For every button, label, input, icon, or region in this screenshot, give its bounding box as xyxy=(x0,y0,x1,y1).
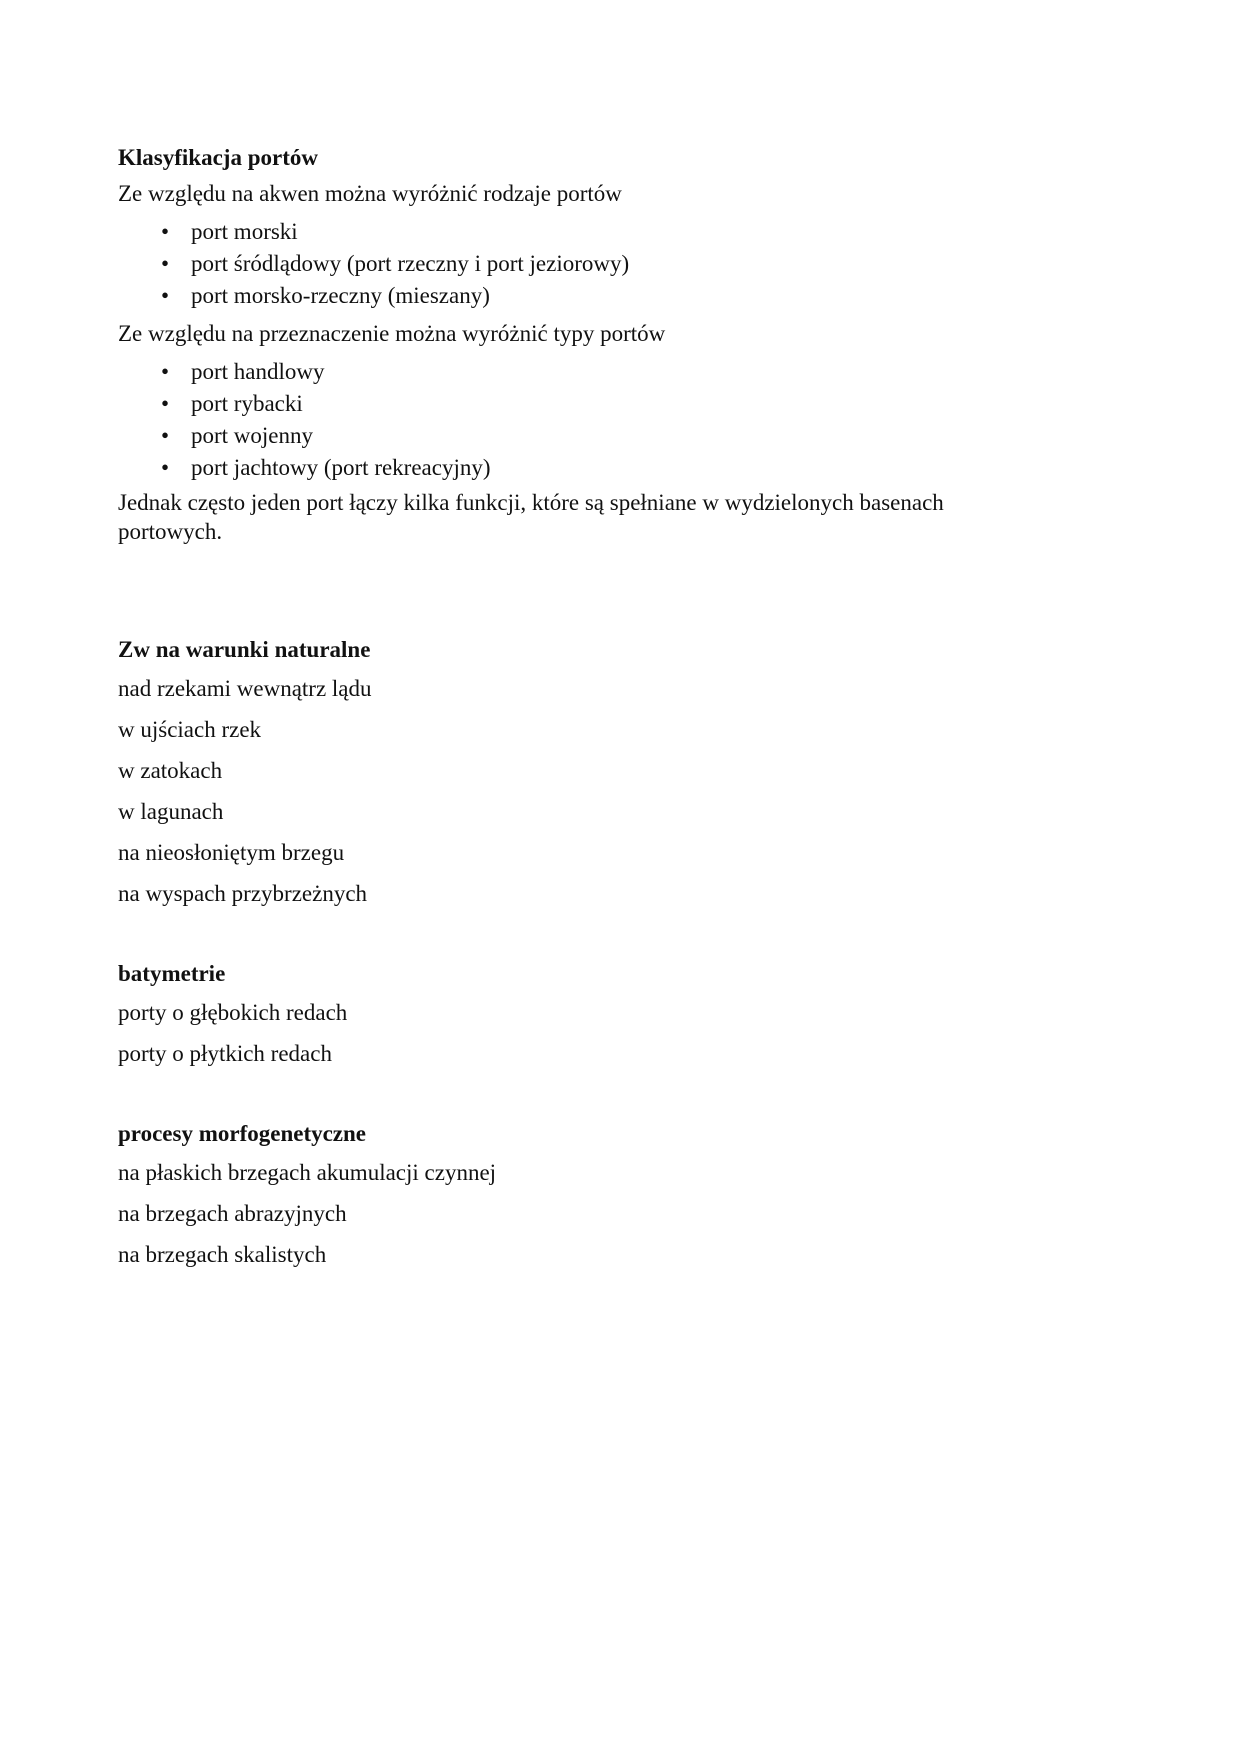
intro-przeznaczenie: Ze względu na przeznaczenie można wyróżnić typy portów xyxy=(118,321,666,346)
section-klasyfikacja xyxy=(118,140,1048,546)
list-item: porty o płytkich redach xyxy=(118,1041,332,1066)
list-item: • port morski xyxy=(191,216,1048,248)
list-item: porty o głębokich redach xyxy=(118,1000,348,1025)
section-title: batymetrie xyxy=(118,961,226,986)
section-title: procesy morfogenetyczne xyxy=(118,1121,367,1146)
list-item: w ujściach rzek xyxy=(118,717,262,742)
list-item: • port wojenny xyxy=(191,420,1048,452)
list-item: w zatokach xyxy=(118,758,223,783)
list-item: w lagunach xyxy=(118,799,224,824)
section-title: Klasyfikacja portów xyxy=(118,145,318,170)
list-item: • port handlowy xyxy=(191,356,1048,388)
list-item: • port rybacki xyxy=(191,388,1048,420)
list-item: • port morsko-rzeczny (mieszany) xyxy=(191,280,1048,312)
section-procesy-morfogenetyczne xyxy=(118,1116,1048,1275)
list-item: na płaskich brzegach akumulacji czynnej xyxy=(118,1160,497,1185)
list-item: • port śródlądowy (port rzeczny i port jeziorowy) xyxy=(191,248,1048,280)
list-item: na nieosłoniętym brzegu xyxy=(118,840,345,865)
section-warunki-naturalne xyxy=(118,632,1048,914)
document-content xyxy=(118,140,1048,1275)
list-item: nad rzekami wewnątrz lądu xyxy=(118,676,372,701)
section-title: Zw na warunki naturalne xyxy=(118,637,371,662)
list-item: na brzegach skalistych xyxy=(118,1242,327,1267)
akwen-list xyxy=(118,216,1048,312)
note-paragraph: Jednak często jeden port łączy kilka funkcji, które są spełniane w wydzielonych basenach portowych. xyxy=(118,490,944,544)
list-item: na wyspach przybrzeżnych xyxy=(118,881,368,906)
intro-akwen: Ze względu na akwen można wyróżnić rodzaje portów xyxy=(118,181,622,206)
list-item: na brzegach abrazyjnych xyxy=(118,1201,347,1226)
section-batymetrie xyxy=(118,956,1048,1074)
list-item: • port jachtowy (port rekreacyjny) xyxy=(191,452,1048,484)
przeznaczenie-list xyxy=(118,356,1048,484)
